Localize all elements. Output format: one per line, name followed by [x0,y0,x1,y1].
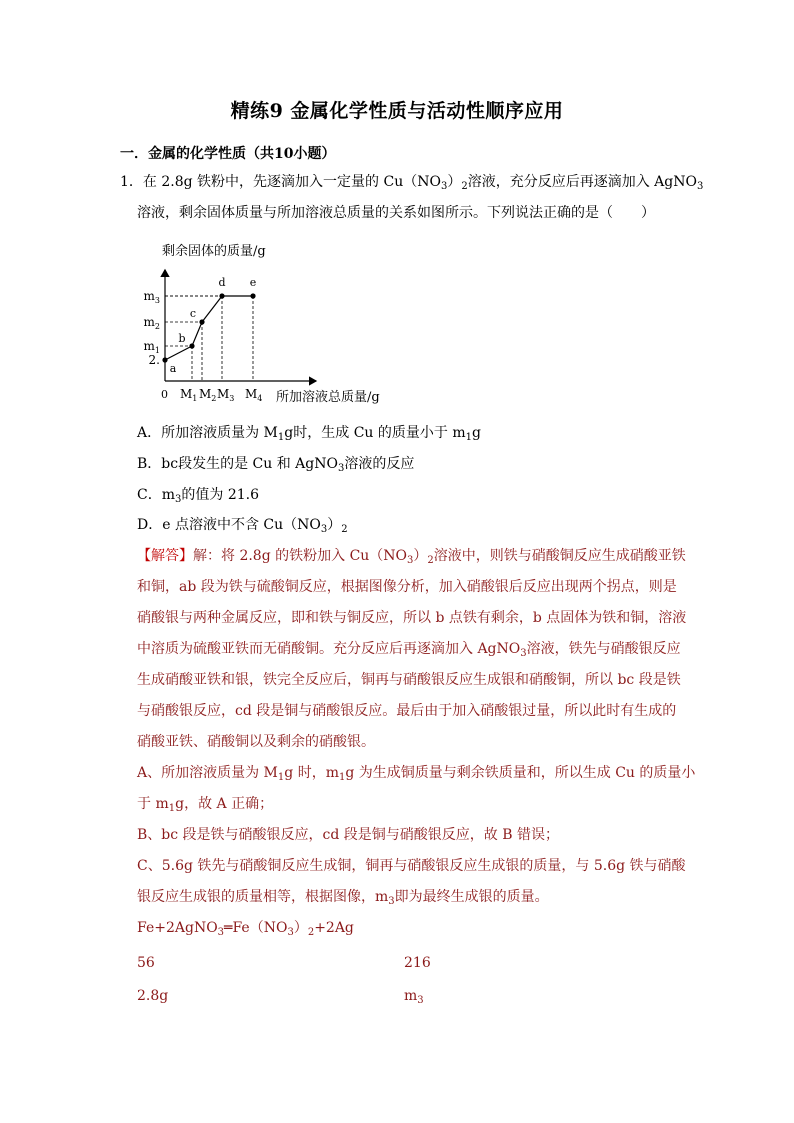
x-tick-label: $M_1$ [180,387,198,403]
subscript: 2 [461,181,468,192]
subscript: 1 [465,432,472,443]
subscript: 3 [287,927,294,938]
opt-text: ） [327,517,342,533]
point-d [219,293,224,298]
subscript: 3 [388,896,395,907]
ans-text: 于 m [137,796,169,812]
answer-line-7: 硝酸亚铁、硝酸铜以及剩余的硝酸银。 [137,734,375,750]
opt-text: C．m [137,487,175,503]
question-number: 1． [120,174,143,190]
subscript: 1 [338,772,346,783]
page-title: 精练9 金属化学性质与活动性顺序应用 [230,100,564,122]
ratio-left-1: 56 [137,955,155,971]
answer-tag: 【解答】 [137,548,193,564]
curve-segment [165,346,192,360]
eq-text: m [404,988,418,1004]
subscript: 3 [175,494,182,505]
subscript: 3 [520,648,527,659]
q-text: 在 2.8g 铁粉中，先逐滴加入一定量的 Cu（NO [142,174,441,190]
subscript: 3 [320,524,328,535]
point-label: b [178,332,186,345]
opt-text: A．所加溶液质量为 M [137,425,278,441]
answer-line-10: B、bc 段是铁与硝酸银反应，cd 段是铜与硝酸银反应，故 B 错误； [137,827,559,843]
y-tick-label: $m_1$ [143,339,160,355]
opt-text: g [471,425,481,441]
point-label: a [169,362,177,375]
subscript: 3 [407,555,414,566]
ans-text: ） [413,548,428,564]
question-line-1 [120,172,703,192]
subscript: 2 [307,927,315,938]
ans-text: 溶液，铁先与硝酸银反应 [526,641,681,657]
ratio-left-2: 2.8g [137,988,169,1004]
subscript: 1 [168,803,176,814]
subscript: 3 [337,463,345,474]
q-text: ） [447,174,462,190]
origin-label: 0 [161,388,168,401]
answer-line-2: 和铜，ab 段为铁与硫酸铜反应，根据图像分析，加入硝酸银后反应出现两个拐点，则是 [137,579,677,595]
point-a [162,357,167,362]
eq-text: ═Fe（NO [224,920,288,936]
subscript: 1 [277,772,285,783]
eq-text: +2Ag [314,920,354,936]
opt-text: 溶液的反应 [344,456,415,472]
opt-text: B．bc段发生的是 Cu 和 AgNO [137,456,338,472]
eq-text: Fe+2AgNO [137,920,218,936]
ans-text: A、所加溶液质量为 M [137,765,278,781]
answer-line-6: 与硝酸银反应，cd 段是铜与硝酸银反应。最后由于加入硝酸银过量，所以此时有生成的 [137,703,677,719]
y-tick-label: 2. [148,353,160,367]
ratio-right-1: 216 [404,955,431,971]
answer-line-4 [137,639,681,659]
eq-text: ） [293,920,308,936]
subscript: 1 [277,432,285,443]
option-a [137,423,481,443]
option-b [137,454,414,474]
subscript: 3 [696,181,704,192]
opt-text: g时，生成 Cu 的质量小于 m [284,425,466,441]
answer-line-11: C、5.6g 铁先与硝酸铜反应生成铜，铜再与硝酸银反应生成银的质量，与 5.6g 铁与硝酸 [137,858,686,874]
curve-segment [192,322,202,346]
point-label: e [249,276,257,289]
section-heading: 一．金属的化学性质（共10小题） [120,146,336,162]
ans-text: 中溶质为硫酸亚铁而无硝酸铜。充分反应后再逐滴加入 AgNO [137,641,521,657]
option-c [137,485,259,505]
point-e [250,293,255,298]
ans-text: g 时，m [284,765,339,781]
point-label: d [218,276,226,289]
x-axis-label: 所加溶液总质量/g [276,390,380,405]
question-line-2: 溶液，剩余固体质量与所加溶液总质量的关系如图所示。下列说法正确的是（ ） [137,205,655,221]
curve-segment [202,296,222,322]
x-tick-label: $M_4$ [245,387,263,403]
answer-line-3: 硝酸银与两种金属反应，即和铁与铜反应，所以 b 点铁有剩余，b 点固体为铁和铜，溶液 [137,610,687,626]
opt-text: D．e 点溶液中不含 Cu（NO [137,517,321,533]
ans-text: 银反应生成银的质量相等，根据图像，m [137,889,389,905]
y-tick-label: $m_2$ [143,315,160,331]
subscript: 2 [341,524,348,535]
option-d [137,515,348,535]
mass-chart [120,234,420,412]
x-tick-label: $M_3$ [217,387,235,403]
answer-line-5: 生成硝酸亚铁和银，铁完全反应后，铜再与硝酸银反应生成银和硝酸铜，所以 bc 段是铁 [137,672,681,688]
point-c [199,319,204,324]
answer-line-1 [137,546,686,566]
subscript: 3 [417,995,424,1006]
ans-text: g，故 A 正确； [175,796,274,812]
answer-line-8 [137,763,695,783]
subscript: 2 [427,555,434,566]
subscript: 3 [217,927,225,938]
ratio-right-2 [404,986,424,1006]
point-label: c [189,307,197,320]
ans-text: 解：将 2.8g 的铁粉加入 Cu（NO [193,548,408,564]
ans-text: 即为最终生成银的质量。 [394,889,549,905]
point-b [189,343,194,348]
answer-line-12 [137,887,549,907]
q-text: 溶液，充分反应后再逐滴加入 AgNO [467,174,697,190]
y-tick-label: $m_3$ [143,289,160,305]
y-axis-label: 剩余固体的质量/g [162,244,266,259]
equation [137,918,354,938]
subscript: 3 [440,181,448,192]
ans-text: 溶液中，则铁与硝酸铜反应生成硝酸亚铁 [433,548,686,564]
ans-text: g 为生成铜质量与剩余铁质量和，所以生成 Cu 的质量小 [345,765,696,781]
opt-text: 的值为 21.6 [181,487,259,503]
x-tick-label: $M_2$ [199,387,217,403]
answer-line-9 [137,794,273,814]
